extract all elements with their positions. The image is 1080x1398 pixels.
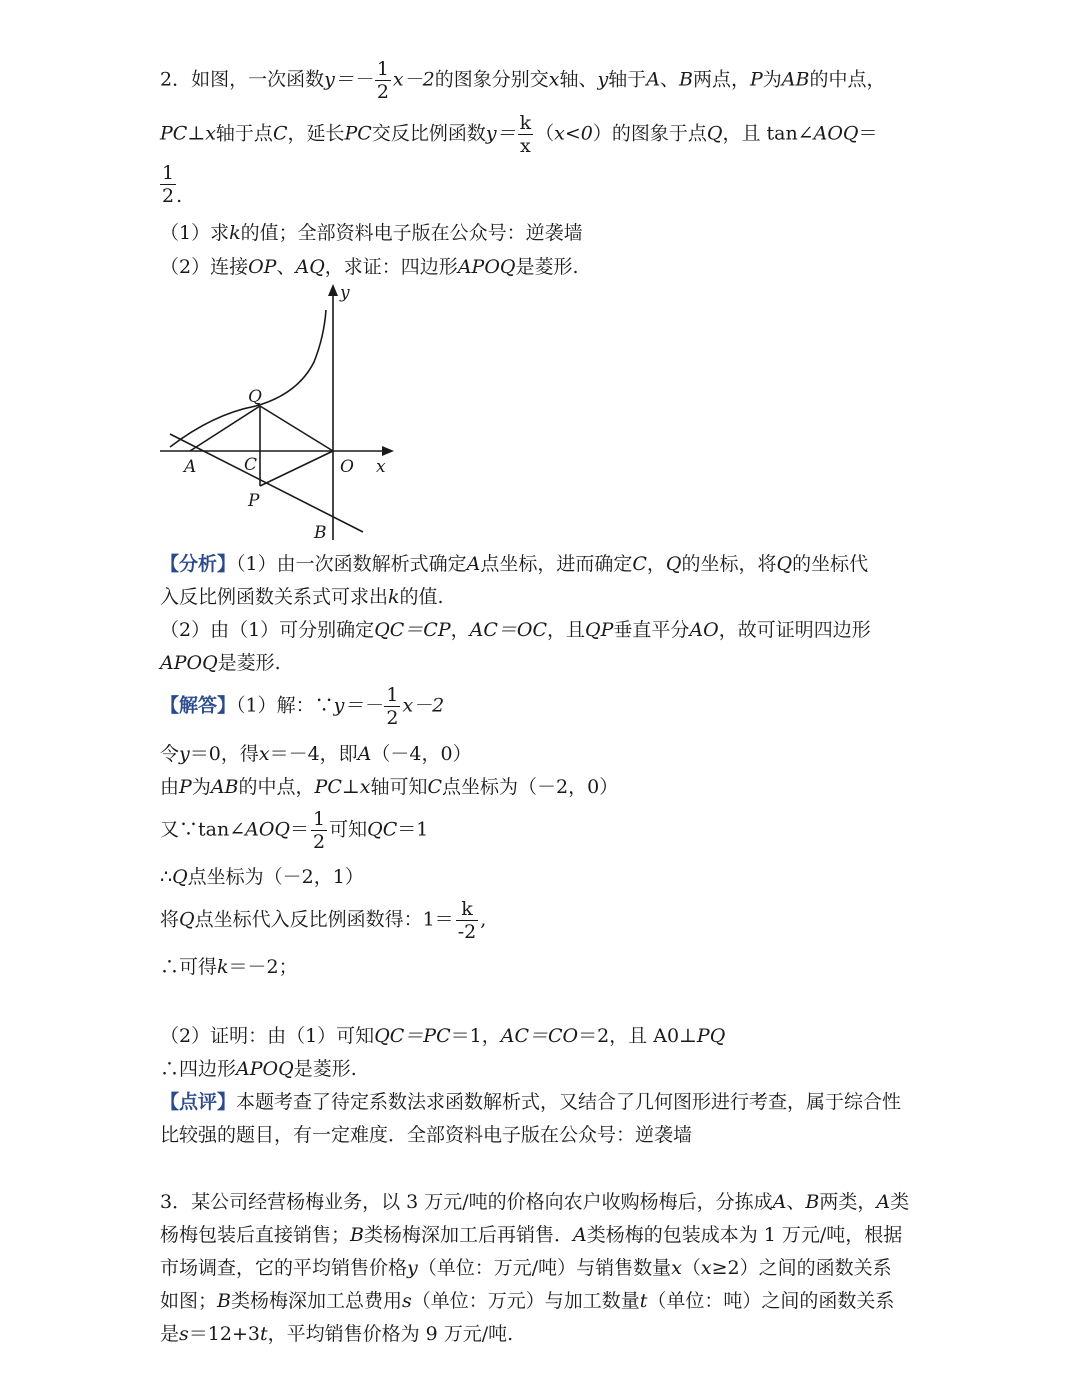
q3-text: 3．某公司经营杨梅业务，以 3 万元/吨的价格向农户收购杨梅后，分拣成 — [160, 1191, 773, 1213]
segment-op — [260, 451, 333, 486]
solution-text: ∴ — [160, 866, 173, 888]
solution-text: ∴四边形 — [160, 1058, 237, 1080]
solution-text: 将 — [160, 908, 180, 931]
solution-text: 点坐标为（－2，0） — [442, 776, 619, 798]
q3-line-2 — [160, 1222, 902, 1248]
var: AC＝CO — [500, 1025, 579, 1047]
label-c: C — [244, 455, 258, 475]
analysis-text: 入反比例函数关系式可求出 — [160, 586, 389, 608]
segment-qo — [260, 406, 333, 451]
x-axis-arrow — [382, 446, 394, 456]
solution-text: 的中点， — [238, 776, 315, 798]
var: APOQ — [457, 256, 516, 278]
q2-text: 轴于点 — [215, 122, 273, 145]
analysis-text: （1）由一次函数解析式确定 — [236, 553, 467, 575]
q3-text: 类杨梅的包装成本为 1 万元/吨，根据 — [586, 1224, 903, 1246]
var: AO — [689, 619, 719, 641]
var: s — [402, 1290, 412, 1312]
var: P — [179, 776, 192, 798]
solution-line-3 — [160, 774, 618, 800]
var: B — [678, 68, 693, 91]
frac-num: k — [456, 898, 479, 921]
var: Q — [172, 866, 188, 888]
analysis-line-2 — [160, 584, 444, 610]
label-o: O — [340, 457, 354, 477]
solution-fraction-half — [311, 808, 327, 853]
analysis-line-1 — [160, 551, 868, 577]
var: Q — [665, 553, 682, 575]
q2-line-3 — [160, 162, 182, 209]
solution-line-5 — [160, 864, 364, 890]
segment-aq — [190, 406, 260, 451]
q3-text: （单位：万元/吨）与销售数量 — [417, 1257, 672, 1279]
frac-den: 2 — [376, 81, 389, 103]
q3-text: 如图； — [160, 1290, 218, 1312]
var: x — [205, 122, 216, 145]
solution-text: ＝－4，即 — [269, 743, 358, 765]
q3-text: 类杨梅深加工后再销售． — [363, 1224, 573, 1246]
q2-text: ，且 tan∠ — [722, 122, 814, 145]
var: A — [876, 1191, 891, 1213]
label-q: Q — [248, 387, 262, 407]
analysis-line-4 — [160, 650, 281, 676]
var: A — [466, 553, 481, 575]
geometry-figure — [158, 282, 398, 544]
analysis-text: 是菱形. — [217, 652, 281, 674]
var: PC — [314, 776, 342, 798]
q3-text: ≥2）之间的函数关系 — [711, 1257, 892, 1279]
solution-text: （1）解：∵ — [236, 694, 334, 717]
var: QC — [367, 818, 398, 841]
q2-text: 是菱形. — [515, 256, 579, 278]
frac-num: 1 — [386, 684, 399, 706]
var: s — [179, 1323, 189, 1345]
analysis-text: ，故可证明四边形 — [718, 619, 871, 641]
solution-tag: 【解答】 — [160, 694, 237, 717]
frac-num: 1 — [376, 58, 389, 80]
frac-num: 1 — [162, 162, 175, 184]
comment-line-1 — [160, 1089, 901, 1115]
var: Q — [706, 122, 723, 145]
var: A — [573, 1224, 587, 1246]
var: QC＝PC — [374, 1025, 451, 1047]
var: A — [772, 1191, 787, 1213]
var: AOQ — [245, 818, 290, 841]
solution-text: ＝2，且 A0⊥ — [578, 1025, 697, 1047]
var: PQ — [696, 1025, 726, 1047]
var: C — [427, 776, 443, 798]
var: AB — [781, 68, 810, 91]
solution-text: 轴可知 — [370, 776, 428, 798]
q2-text: 的中点， — [809, 68, 886, 91]
q2-text: （ — [535, 122, 555, 145]
q3-text: 市场调查，它的平均销售价格 — [160, 1257, 408, 1279]
solution-text: 可知 — [329, 818, 368, 841]
comment-text: 比较强的题目，有一定难度．全部资料电子版在公众号：逆袭墙 — [160, 1124, 693, 1146]
var: AB — [210, 776, 239, 798]
q3-text: ，平均销售价格为 9 万元/吨. — [267, 1323, 514, 1345]
analysis-text: 的坐标代 — [792, 553, 869, 575]
q2-part-1 — [160, 220, 583, 246]
q2-text: （1）求 — [160, 222, 230, 244]
var: x — [258, 743, 270, 765]
var: y — [597, 68, 609, 91]
var: t — [259, 1323, 268, 1345]
var: k — [217, 956, 229, 978]
q2-text: 轴、 — [559, 68, 598, 91]
solution-line-1 — [160, 684, 444, 729]
q2-fraction-half — [160, 162, 176, 207]
solution-line-8 — [160, 1023, 725, 1049]
var: k — [388, 586, 400, 608]
solution-line-7 — [160, 954, 298, 980]
var: AOQ — [813, 122, 859, 145]
solution-text: ＝1， — [450, 1025, 501, 1047]
comment-tag: 【点评】 — [160, 1091, 237, 1113]
solution-text: 令 — [160, 743, 180, 765]
q2-part-2 — [160, 254, 579, 280]
q2-text: 的图象分别交 — [434, 68, 549, 91]
q3-line-5 — [160, 1321, 513, 1347]
var: t — [639, 1290, 648, 1312]
label-a: A — [184, 457, 197, 477]
var: B — [805, 1191, 820, 1213]
q3-text: 杨梅包装后直接销售； — [160, 1224, 351, 1246]
analysis-text: 点坐标，进而确定 — [480, 553, 633, 575]
q3-line-3 — [160, 1255, 892, 1281]
q2-text: 、 — [659, 68, 679, 91]
solution-text: 点坐标为（－2，1） — [187, 866, 364, 888]
var: Q — [776, 553, 793, 575]
solution-text: ＝1 — [397, 818, 429, 841]
var: y — [407, 1257, 418, 1279]
q3-text: （ — [681, 1257, 701, 1279]
q2-text: ，延长 — [287, 122, 345, 145]
var: OP — [248, 256, 277, 278]
solution-text: ＝0，得 — [189, 743, 259, 765]
var: PC — [344, 122, 372, 145]
var: PC — [160, 122, 188, 145]
var: P — [749, 68, 763, 91]
solution-fraction-k — [456, 898, 479, 943]
solution-text: 是菱形. — [293, 1058, 357, 1080]
q2-text: ＝ — [858, 122, 878, 145]
var: B — [350, 1224, 364, 1246]
q3-text: （单位：万元）与加工数量 — [411, 1290, 640, 1312]
analysis-text: （2）由（1）可分别确定 — [160, 619, 375, 641]
solution-text: （－4，0） — [371, 743, 472, 765]
solution-text: 点坐标代入反比例函数得：1＝ — [194, 908, 454, 931]
q2-line-1 — [160, 58, 885, 103]
var: APOQ — [236, 1058, 294, 1080]
comment-text: 本题考查了待定系数法求函数解析式，又结合了几何图形进行考查，属于综合性 — [236, 1091, 902, 1113]
solution-text: 又∵tan∠ — [160, 818, 246, 841]
var: APOQ — [160, 652, 218, 674]
var: y — [179, 743, 190, 765]
analysis-text: ， — [646, 553, 666, 575]
var: AC＝OC — [469, 619, 548, 641]
q2-text: 为 — [762, 68, 782, 91]
solution-line-2 — [160, 741, 472, 767]
solution-text: ＝ — [290, 818, 310, 841]
q3-text: （单位：吨）之间的函数关系 — [647, 1290, 895, 1312]
q2-fraction — [375, 58, 391, 103]
q3-text: 是 — [160, 1323, 180, 1345]
analysis-text: ， — [450, 619, 470, 641]
solution-eq: y＝－ — [333, 694, 383, 717]
frac-den: 2 — [162, 185, 175, 207]
q2-text: ⊥ — [187, 122, 206, 145]
q3-line-1 — [160, 1189, 909, 1215]
q3-text: 两类， — [819, 1191, 877, 1213]
label-b: B — [314, 523, 327, 543]
solution-text: ＝－2； — [228, 956, 298, 978]
frac-num: k — [519, 112, 532, 134]
frac-den: 2 — [313, 831, 326, 853]
y-axis-arrow — [328, 284, 338, 296]
var: QP — [585, 619, 614, 641]
q2-eq-tail: x－2 — [392, 68, 435, 91]
solution-text: ∴可得 — [160, 956, 218, 978]
q3-text: 类 — [890, 1191, 910, 1213]
analysis-tag: 【分析】 — [160, 553, 237, 575]
var: x — [548, 68, 560, 91]
analysis-text: 垂直平分 — [613, 619, 690, 641]
q2-text: 、 — [276, 256, 296, 278]
solution-line-9 — [160, 1056, 357, 1082]
var: x — [359, 776, 371, 798]
frac-num: 1 — [313, 808, 326, 830]
label-y: y — [340, 283, 350, 303]
hyperbola-curve — [170, 310, 326, 447]
q2-eq: y＝ — [485, 122, 516, 145]
q3-text: 、 — [786, 1191, 806, 1213]
frac-den: -2 — [457, 921, 477, 943]
var: Q — [179, 908, 195, 931]
solution-fraction — [384, 684, 400, 729]
analysis-text: 的值. — [399, 586, 444, 608]
q2-text: ）的图象于点 — [592, 122, 707, 145]
var: k — [229, 222, 241, 244]
solution-text: ⊥ — [341, 776, 360, 798]
solution-text: （2）证明：由（1）可知 — [160, 1025, 375, 1047]
q2-text: （2）连接 — [160, 256, 249, 278]
q2-text: 的值；全部资料电子版在公众号：逆袭墙 — [240, 222, 583, 244]
frac-den: 2 — [386, 707, 399, 729]
solution-text: 由 — [160, 776, 180, 798]
var: x — [671, 1257, 682, 1279]
solution-eq-tail: x－2 — [402, 694, 445, 717]
var: A — [357, 743, 372, 765]
label-p: P — [248, 491, 260, 511]
var: A — [646, 68, 660, 91]
frac-den: x — [519, 135, 531, 157]
q2-line-2 — [160, 112, 878, 157]
var: C — [632, 553, 647, 575]
var: x — [700, 1257, 712, 1279]
solution-text: 为 — [191, 776, 211, 798]
q2-text: . — [176, 185, 183, 207]
solution-line-6 — [160, 898, 486, 943]
var: C — [272, 122, 288, 145]
q2-text: 交反比例函数 — [371, 122, 486, 145]
solution-text: , — [480, 908, 487, 931]
q3-line-4 — [160, 1288, 894, 1314]
analysis-text: 的坐标，将 — [681, 553, 777, 575]
label-x: x — [376, 457, 386, 477]
analysis-text: ，且 — [547, 619, 586, 641]
q3-text: ＝12+3 — [188, 1323, 260, 1345]
q2-text: 两点， — [692, 68, 750, 91]
q2-text: 轴于 — [608, 68, 647, 91]
comment-line-2 — [160, 1122, 692, 1148]
q2-eq: y＝－ — [324, 68, 373, 91]
var: B — [217, 1290, 231, 1312]
q3-text: 类杨梅深加工总费用 — [230, 1290, 402, 1312]
q2-condition: x<0 — [554, 122, 593, 145]
analysis-line-3 — [160, 617, 871, 643]
solution-line-4 — [160, 808, 428, 853]
q2-text: 2．如图，一次函数 — [160, 68, 325, 91]
var: QC＝CP — [374, 619, 451, 641]
q2-fraction-kx — [518, 112, 534, 157]
q2-text: ，求证：四边形 — [324, 256, 458, 278]
var: AQ — [295, 256, 325, 278]
